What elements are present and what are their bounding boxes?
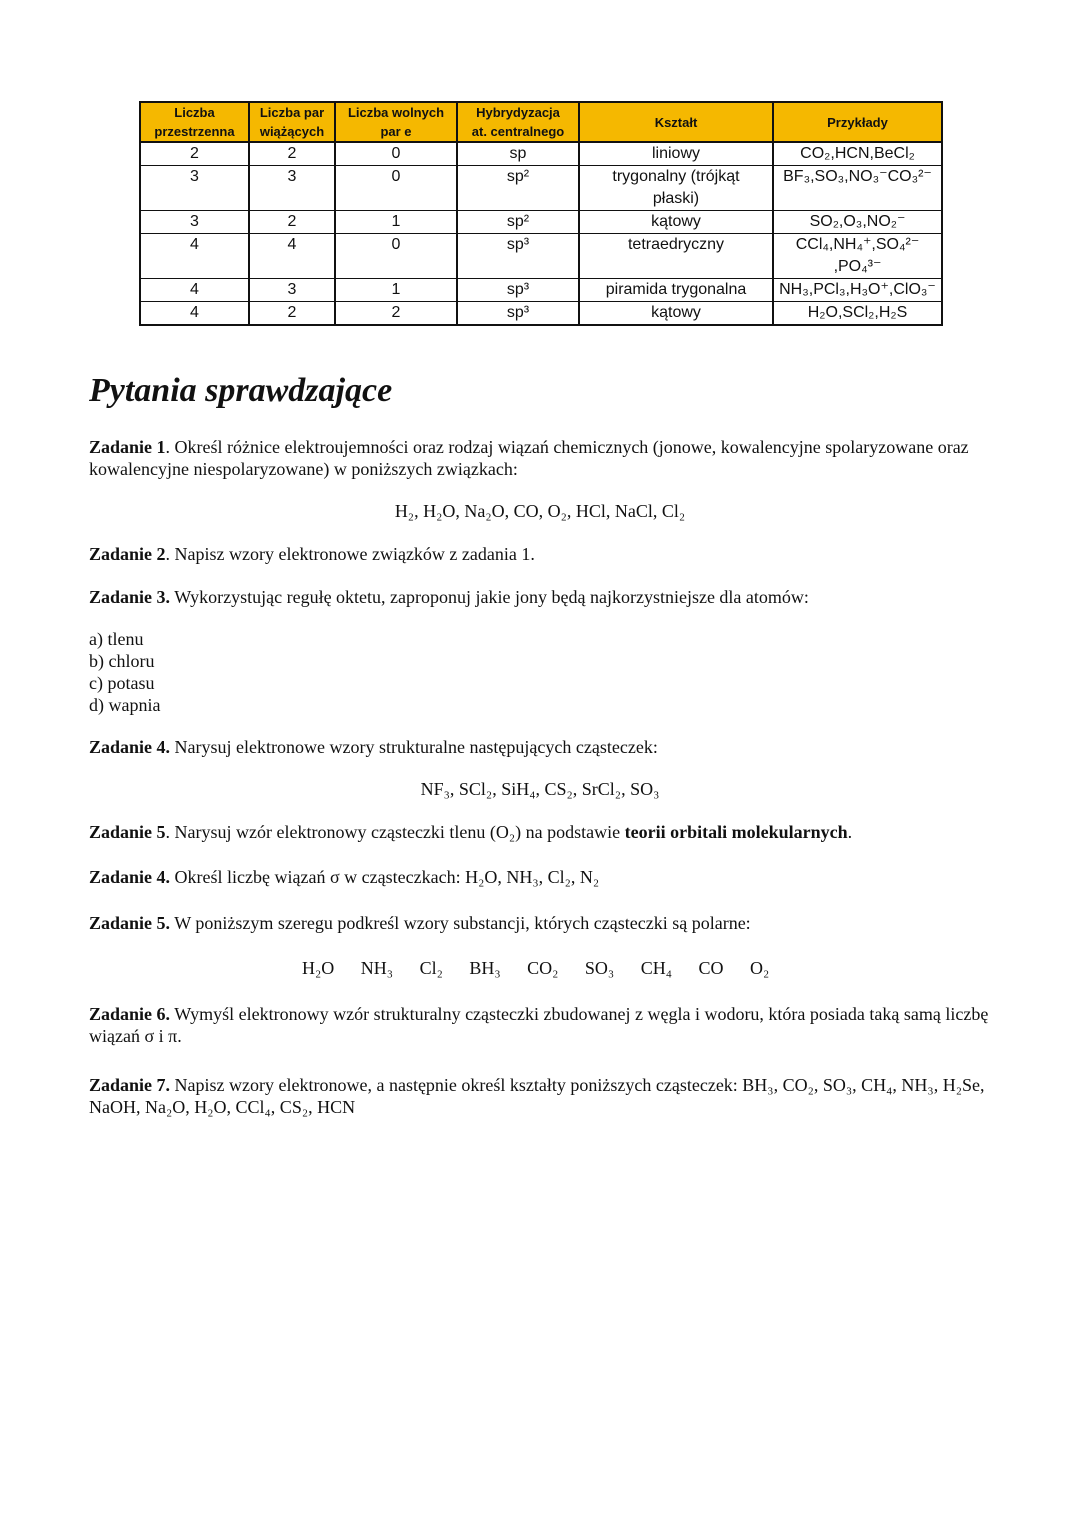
cell-lone: 0 — [335, 166, 457, 211]
cell-shape: piramida trygonalna — [579, 279, 773, 302]
header-space-number: Liczba przestrzenna — [140, 102, 249, 142]
task-2-label: Zadanie 2 — [89, 544, 166, 564]
task-5-end: . — [847, 822, 853, 842]
task-4-label: Zadanie 4. — [89, 737, 171, 757]
cell-examples: CO₂,HCN,BeCl₂ — [773, 142, 942, 166]
task-2-text: . Napisz wzory elektronowe związków z zadania 1. — [165, 544, 535, 564]
table-row — [140, 166, 942, 211]
header-bonding-pairs: Liczba par wiążących — [249, 102, 335, 142]
task-7-text: Napisz wzory elektronowe, a następnie określ kształty poniższych cząsteczek: BH₃, CO₂, SO₃, CH₄, NH₃, H₂Se, NaOH, Na₂O, H₂O, CCl₄, CS₂, HCN — [89, 1075, 985, 1117]
cell-space: 3 — [140, 166, 249, 211]
task-1 — [89, 436, 989, 480]
cell-space: 4 — [140, 279, 249, 302]
list-item: a) tlenu — [89, 629, 144, 649]
task-4-formulas: NF₃, SCl₂, SiH₄, CS₂, SrCl₂, SO₃ — [420, 779, 660, 799]
formula: CO — [698, 958, 724, 978]
table-row — [140, 211, 942, 234]
header-shape: Kształt — [579, 102, 773, 142]
cell-shape: kątowy — [579, 211, 773, 234]
formula: CH₄ — [640, 958, 672, 978]
task-6-label: Zadanie 6. — [89, 1004, 171, 1024]
table-row — [140, 142, 942, 166]
table-row — [140, 279, 942, 302]
cell-bonding: 2 — [249, 211, 335, 234]
header-hybridization: Hybrydyzacja at. centralnego — [457, 102, 579, 142]
task-3-label: Zadanie 3. — [89, 587, 171, 607]
cell-hybridization: sp³ — [457, 279, 579, 302]
task-4-text: Narysuj elektronowe wzory strukturalne następujących cząsteczek: — [170, 737, 658, 757]
header-lone-pairs: Liczba wolnych par e — [335, 102, 457, 142]
cell-examples: H₂O,SCl₂,H₂S — [773, 302, 942, 326]
formula: CO₂ — [527, 958, 559, 978]
task-4 — [89, 736, 658, 758]
cell-bonding: 3 — [249, 279, 335, 302]
formula: SO₃ — [584, 958, 615, 978]
task-1-text: . Określ różnice elektroujemności oraz rodzaj wiązań chemicznych (jonowe, kowalencyjne spolaryzowane oraz kowalencyjne niespolaryzowane) w poniższych związkach: — [89, 437, 969, 479]
cell-shape: trygonalny (trójkąt płaski) — [579, 166, 773, 211]
task-3-list — [89, 628, 160, 716]
task-7-label: Zadanie 7. — [89, 1075, 171, 1095]
task-5b-text: W poniższym szeregu podkreśl wzory substancji, których cząsteczki są polarne: — [170, 913, 751, 933]
cell-shape: liniowy — [579, 142, 773, 166]
task-5 — [89, 821, 852, 843]
list-item: d) wapnia — [89, 695, 161, 715]
task-6-text: Wymyśl elektronowy wzór strukturalny cząsteczki zbudowanej z węgla i wodoru, która posiada taką samą liczbę wiązań σ i π. — [89, 1004, 989, 1046]
cell-space: 3 — [140, 211, 249, 234]
formula: BH₃ — [469, 958, 501, 978]
formula: H₂O — [302, 958, 335, 978]
vsepr-table — [139, 101, 943, 326]
cell-examples: NH₃,PCl₃,H₃O⁺,ClO₃⁻ — [773, 279, 942, 302]
cell-shape: tetraedryczny — [579, 234, 773, 279]
task-5-bold: teorii orbitali molekularnych — [624, 822, 848, 842]
task-4b — [89, 866, 599, 888]
cell-lone: 0 — [335, 234, 457, 279]
cell-shape: kątowy — [579, 302, 773, 326]
formula: Cl₂ — [419, 958, 443, 978]
task-6 — [89, 1003, 994, 1047]
task-5-text: . Narysuj wzór elektronowy cząsteczki tlenu (O₂) na podstawie — [165, 822, 625, 842]
task-1-formulas: H₂, H₂O, Na₂O, CO, O₂, HCl, NaCl, Cl₂ — [394, 501, 686, 521]
task-5b-label: Zadanie 5. — [89, 913, 171, 933]
task-2 — [89, 543, 535, 565]
list-item: c) potasu — [89, 673, 155, 693]
task-4b-label: Zadanie 4. — [89, 867, 171, 887]
formula: NH₃ — [360, 958, 394, 978]
table-header-row — [140, 102, 942, 142]
cell-bonding: 2 — [249, 142, 335, 166]
list-item: b) chloru — [89, 651, 155, 671]
cell-lone: 1 — [335, 211, 457, 234]
task-1-label: Zadanie 1 — [89, 437, 166, 457]
cell-space: 4 — [140, 302, 249, 326]
cell-lone: 0 — [335, 142, 457, 166]
cell-hybridization: sp — [457, 142, 579, 166]
table-row — [140, 302, 942, 326]
task-5b — [89, 912, 751, 934]
section-heading: Pytania sprawdzające — [89, 372, 393, 409]
cell-hybridization: sp³ — [457, 234, 579, 279]
cell-bonding: 2 — [249, 302, 335, 326]
task-4b-text: Określ liczbę wiązań σ w cząsteczkach: H₂O, NH₃, Cl₂, N₂ — [170, 867, 600, 887]
cell-examples: BF₃,SO₃,NO₃⁻CO₃²⁻ — [773, 166, 942, 211]
table-row — [140, 234, 942, 279]
header-examples: Przykłady — [773, 102, 942, 142]
task-3 — [89, 586, 809, 608]
cell-lone: 1 — [335, 279, 457, 302]
formula: O₂ — [750, 958, 770, 978]
cell-hybridization: sp² — [457, 166, 579, 211]
task-3-text: Wykorzystując regułę oktetu, zaproponuj jakie jony będą najkorzystniejsze dla atomów: — [170, 587, 809, 607]
cell-space: 2 — [140, 142, 249, 166]
task-5b-formulas — [302, 958, 791, 979]
cell-lone: 2 — [335, 302, 457, 326]
cell-hybridization: sp² — [457, 211, 579, 234]
cell-space: 4 — [140, 234, 249, 279]
cell-hybridization: sp³ — [457, 302, 579, 326]
cell-examples: SO₂,O₃,NO₂⁻ — [773, 211, 942, 234]
cell-examples: CCl₄,NH₄⁺,SO₄²⁻ ,PO₄³⁻ — [773, 234, 942, 279]
cell-bonding: 4 — [249, 234, 335, 279]
task-7 — [89, 1074, 994, 1118]
cell-bonding: 3 — [249, 166, 335, 211]
task-5-label: Zadanie 5 — [89, 822, 166, 842]
